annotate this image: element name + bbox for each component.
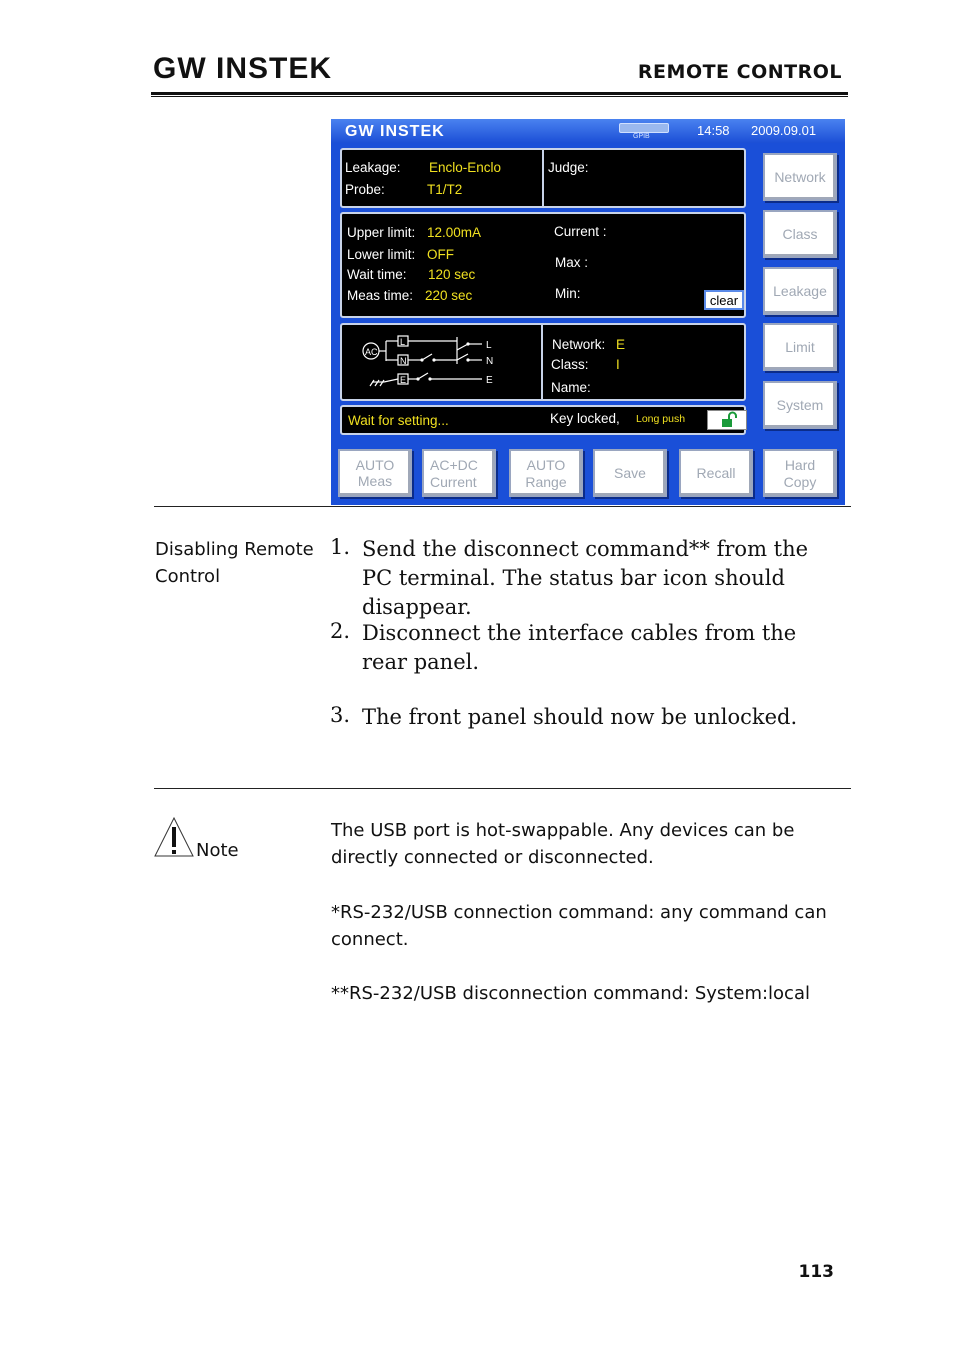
auto-meas-line1: AUTO: [355, 457, 395, 473]
terminal-n-label: N: [400, 356, 407, 366]
terminal-l-label: L: [400, 337, 406, 347]
min-label: Min:: [555, 286, 581, 301]
status-panel: [340, 405, 746, 435]
meas-time-label: Meas time:: [347, 288, 414, 303]
lower-limit-label: Lower limit:: [347, 247, 416, 262]
probe-value: T1/T2: [427, 182, 463, 197]
step-text: Disconnect the interface cables from the rear panel.: [362, 621, 797, 674]
disabling-label: [155, 536, 314, 590]
disabling-label-line1: Disabling Remote: [155, 539, 314, 560]
class-softkey[interactable]: Class: [763, 210, 837, 258]
output-e-label: E: [486, 375, 493, 386]
section-divider: [154, 506, 851, 507]
network-label: Network:: [552, 337, 606, 352]
warning-icon: [153, 816, 195, 858]
screen-logo: GW INSTEK: [345, 123, 445, 140]
panel-divider: [541, 325, 543, 399]
terminal-e-label: E: [400, 375, 407, 385]
max-label: Max :: [555, 255, 589, 270]
class-label: Class:: [551, 357, 589, 372]
screen-status-bar: [331, 119, 845, 143]
gwinstek-logo: GW INSTEK: [153, 52, 332, 85]
side-softkey-column: [755, 148, 845, 430]
acdc-current-line1: AC+DC: [430, 457, 478, 473]
auto-range-line2: Range: [525, 474, 567, 490]
leakage-value: Enclo-Enclo: [429, 160, 502, 175]
header-rule-thin: [151, 96, 848, 97]
acdc-current-softkey[interactable]: [422, 449, 496, 497]
limits-panel: [340, 212, 746, 318]
auto-range-softkey[interactable]: [509, 449, 583, 497]
circuit-diagram-icon: [362, 332, 502, 390]
upper-limit-label: Upper limit:: [347, 225, 416, 240]
unlock-icon: [708, 411, 746, 429]
key-locked-label: Key locked,: [550, 411, 620, 426]
status-message: Wait for setting...: [348, 413, 449, 428]
step-number: 3.: [330, 703, 351, 727]
hard-copy-softkey[interactable]: [763, 449, 837, 497]
panel-divider: [542, 150, 544, 206]
disabling-label-line2: Control: [155, 566, 221, 587]
ac-label: AC: [365, 347, 378, 357]
step-text: Send the disconnect command** from the PC terminal. The status bar icon should disappear.: [362, 537, 809, 619]
note-paragraph: The USB port is hot-swappable. Any devices can be directly connected or disconnected.: [331, 820, 795, 868]
long-push-label: Long push: [636, 413, 686, 425]
judge-label: Judge:: [548, 160, 589, 175]
wait-time-label: Wait time:: [347, 267, 407, 282]
step-number: 1.: [330, 535, 351, 559]
gpib-icon: [619, 123, 669, 133]
network-value: E: [616, 337, 626, 352]
wait-time-value: 120 sec: [428, 267, 476, 282]
note-label: Note: [196, 840, 239, 861]
acdc-current-line2: Current: [430, 474, 477, 490]
limit-softkey[interactable]: Limit: [763, 323, 837, 371]
current-label: Current :: [554, 224, 607, 239]
unlock-button[interactable]: [707, 410, 747, 430]
recall-softkey[interactable]: [679, 449, 753, 497]
hard-copy-line1: Hard: [784, 457, 816, 473]
save-line1: Save: [614, 465, 646, 481]
test-info-panel: [340, 148, 746, 208]
step-text: The front panel should now be unlocked.: [362, 705, 798, 729]
name-label: Name:: [551, 380, 591, 395]
section-title: REMOTE CONTROL: [637, 61, 842, 83]
recall-line1: Recall: [696, 465, 736, 481]
header-rule: [151, 92, 848, 95]
network-softkey[interactable]: Network: [763, 153, 837, 201]
network-panel: [340, 323, 746, 401]
auto-range-line1: AUTO: [526, 457, 566, 473]
probe-label: Probe:: [345, 182, 385, 197]
auto-meas-softkey[interactable]: [338, 449, 412, 497]
system-softkey[interactable]: System: [763, 381, 837, 429]
output-l-label: L: [486, 340, 492, 351]
note-paragraph: **RS-232/USB disconnection command: System:local: [331, 983, 810, 1004]
save-softkey[interactable]: [593, 449, 667, 497]
upper-limit-value: 12.00mA: [427, 225, 482, 240]
meas-time-value: 220 sec: [425, 288, 473, 303]
screen-time: 14:58: [697, 123, 730, 138]
screen-date: 2009.09.01: [751, 123, 817, 138]
page-number: 113: [798, 1262, 834, 1282]
lower-limit-value: OFF: [427, 247, 454, 262]
note-paragraph: *RS-232/USB connection command: any command can connect.: [331, 902, 827, 950]
leakage-label: Leakage:: [345, 160, 401, 175]
gpib-label: GPIB: [633, 133, 650, 140]
leakage-softkey[interactable]: Leakage: [763, 267, 837, 315]
instrument-screen: [331, 119, 845, 505]
output-n-label: N: [486, 356, 494, 367]
class-value: I: [616, 357, 620, 372]
step-number: 2.: [330, 619, 351, 643]
hard-copy-line2: Copy: [783, 474, 817, 490]
auto-meas-line2: Meas: [357, 473, 393, 489]
clear-button[interactable]: clear: [704, 290, 744, 310]
section-divider: [154, 788, 851, 789]
